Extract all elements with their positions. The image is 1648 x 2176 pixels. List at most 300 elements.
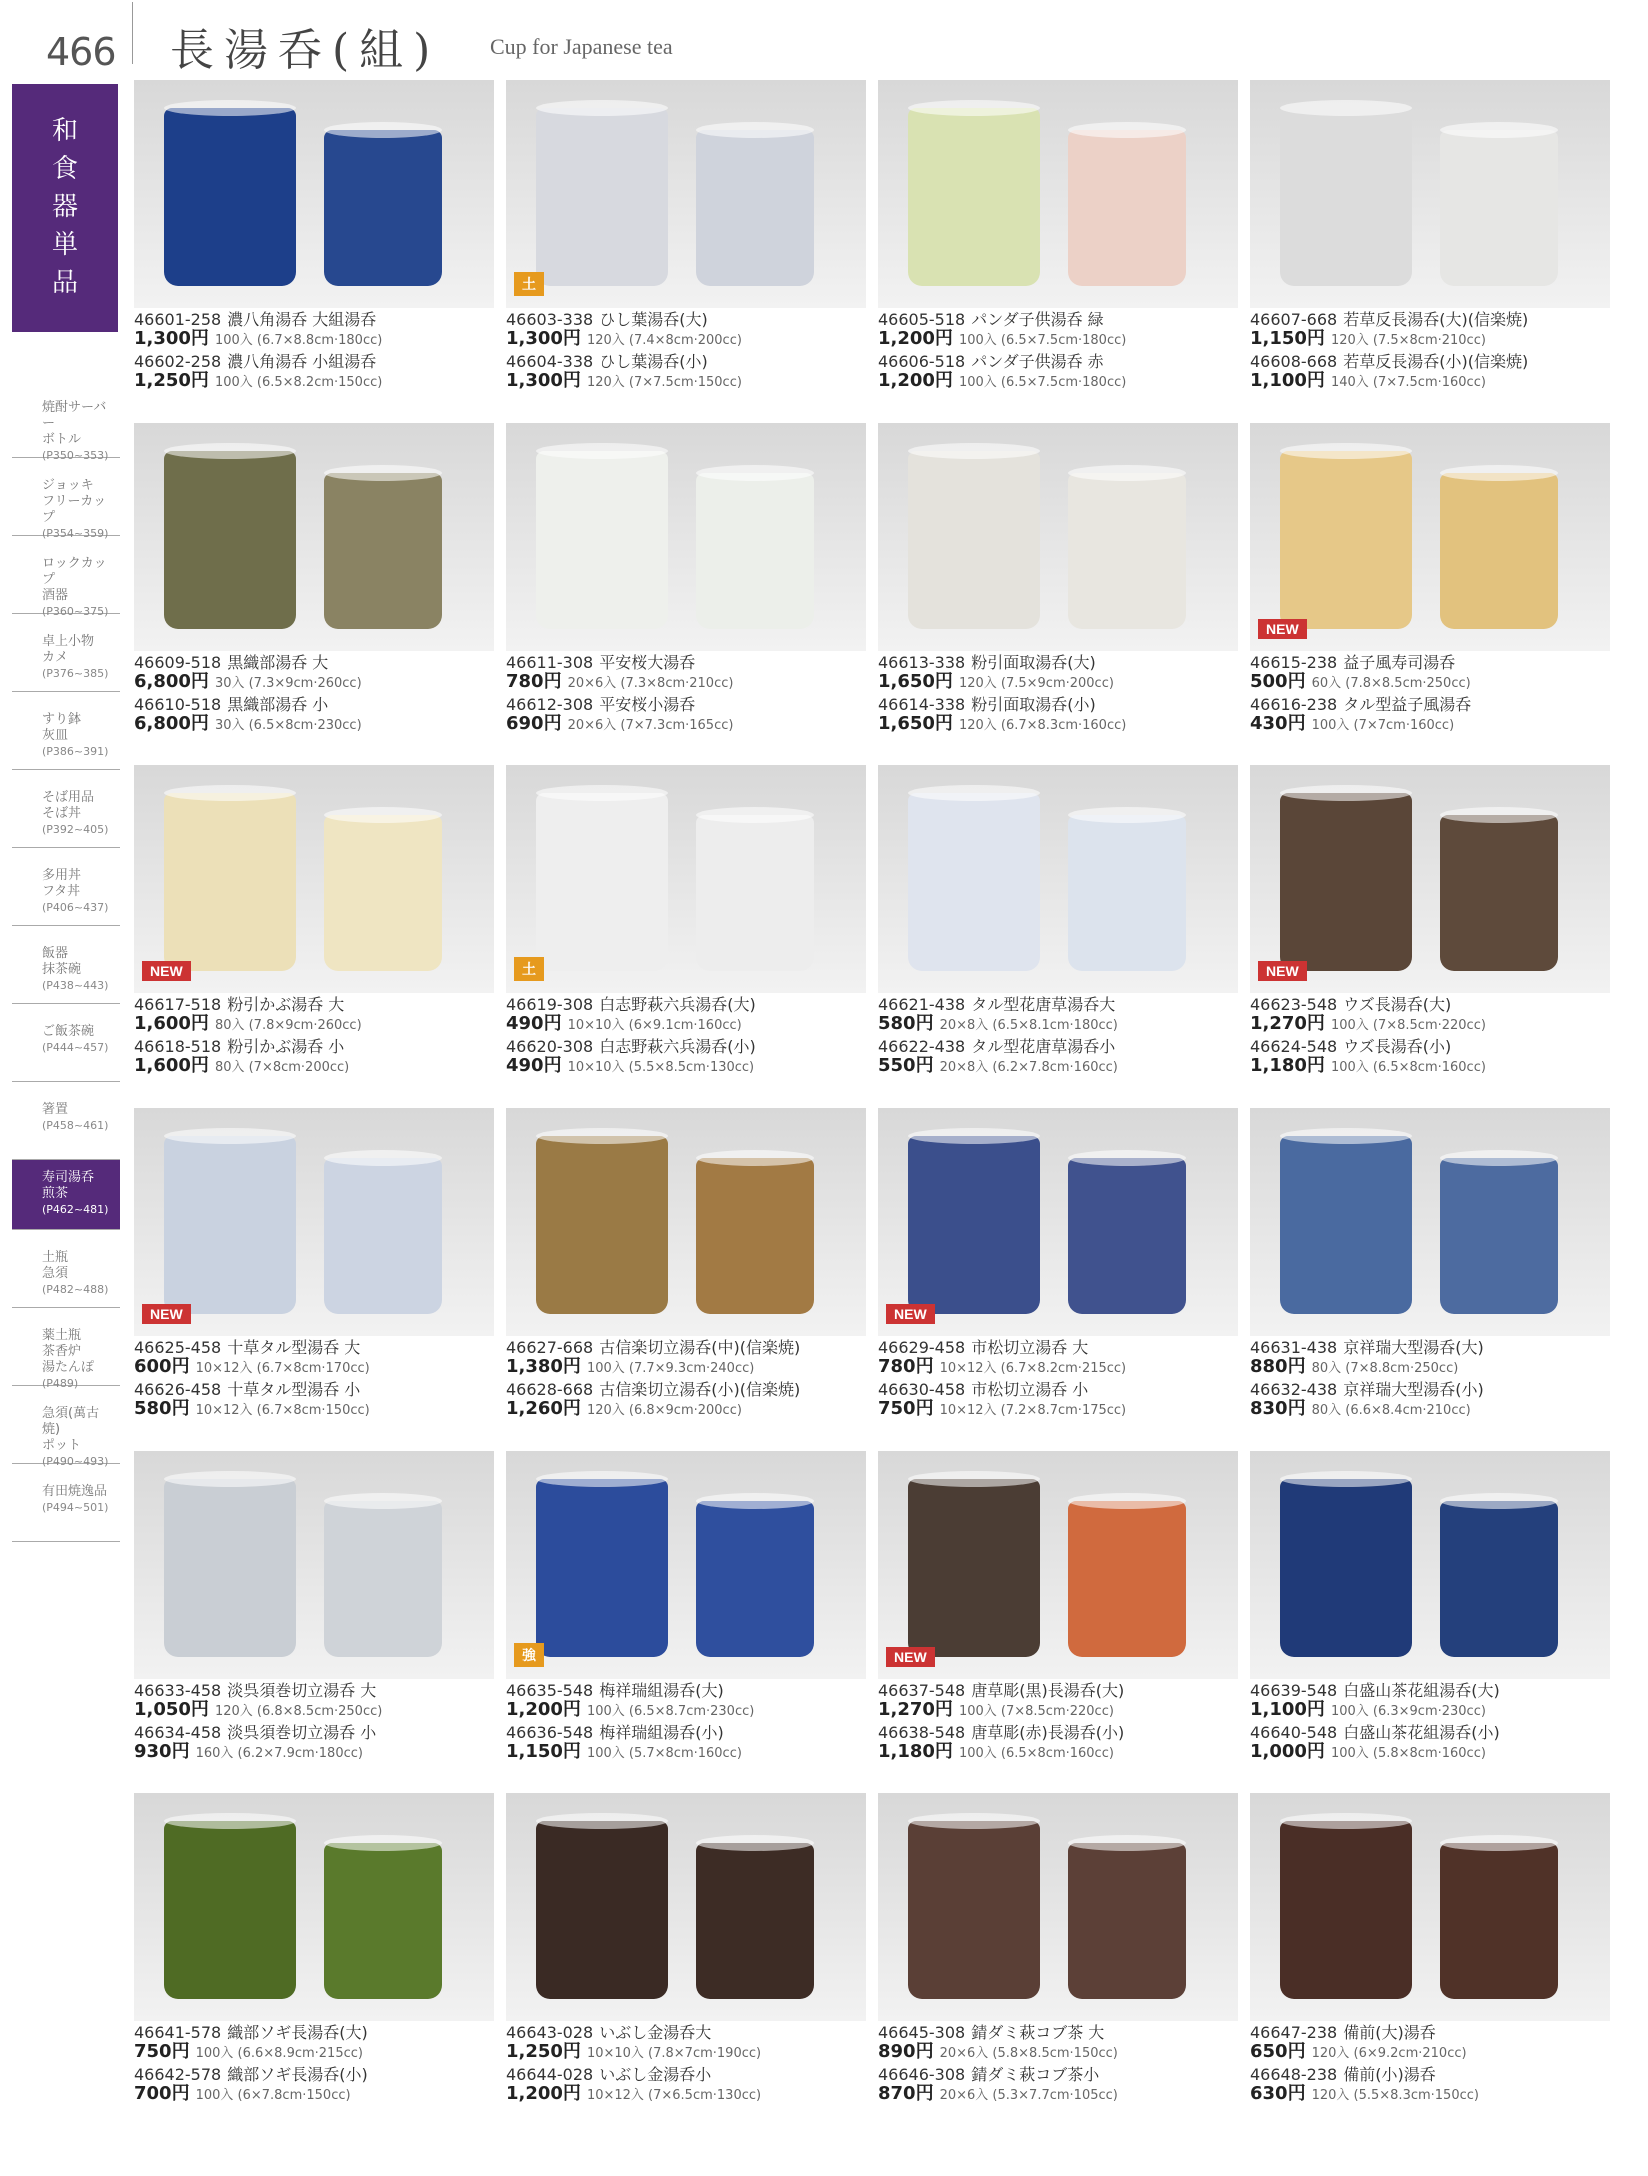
cup-large: [536, 1136, 668, 1314]
product-code: 46605-518: [878, 310, 966, 329]
product-name: 粉引かぶ湯呑 小: [227, 1037, 345, 1057]
nav-item-pages: (P438~443): [42, 979, 109, 992]
product-card[interactable]: [1250, 423, 1610, 760]
cup-small: [1440, 473, 1558, 629]
cup-large: [1280, 108, 1412, 286]
product-name: いぶし金湯呑大: [599, 2023, 712, 2043]
cup-large: [164, 451, 296, 629]
product-entry: [506, 2065, 866, 2105]
product-name: 白盛山茶花組湯呑(大): [1343, 1680, 1500, 1700]
cup-large: [1280, 793, 1412, 971]
product-price: 1,650円: [878, 670, 953, 692]
nav-item-label: ロックカップ 酒器: [42, 556, 107, 603]
cup-small: [696, 473, 814, 629]
product-code: 46624-548: [1250, 1037, 1338, 1057]
product-name: ひし葉湯呑(大): [599, 310, 708, 329]
product-code: 46645-308: [878, 2023, 966, 2043]
nav-item[interactable]: [12, 1082, 120, 1160]
product-code: 46617-518: [134, 995, 222, 1015]
section-label-char: 食: [51, 154, 78, 184]
product-code: 46604-338: [506, 352, 594, 371]
nav-item-label: そば用品 そば丼: [42, 790, 95, 821]
product-card[interactable]: [506, 1451, 866, 1788]
section-label-block: [12, 84, 118, 332]
nav-item-pages: (P462~481): [42, 1203, 109, 1216]
product-name: 錆ダミ萩コブ茶 大: [971, 2023, 1105, 2043]
product-name: 若草反長湯呑(小)(信楽焼): [1343, 352, 1529, 371]
product-price: 500円: [1250, 670, 1306, 692]
product-name: 淡呉須巻切立湯呑 小: [227, 1722, 377, 1742]
product-spec: 120入 (7.5×8cm·210cc): [1330, 333, 1486, 348]
product-spec: 80入 (7×8cm·200cc): [214, 1060, 350, 1076]
product-card[interactable]: [506, 1793, 866, 2130]
cup-large: [908, 793, 1040, 971]
product-photo: [506, 765, 866, 993]
product-price: 870円: [878, 2083, 934, 2105]
product-spec: 100入 (6×7.8cm·150cc): [195, 2088, 351, 2104]
product-name: ウズ長湯呑(小): [1343, 1037, 1452, 1057]
nav-item-pages: (P386~391): [42, 745, 109, 758]
nav-item-pages: (P482~488): [42, 1283, 109, 1296]
product-entry: [506, 1681, 866, 1721]
nav-item-label: 飯器 抹茶碗: [42, 946, 82, 977]
product-price: 1,150円: [1250, 328, 1325, 349]
nav-item[interactable]: [12, 536, 120, 618]
product-photo: [506, 80, 866, 308]
cup-small: [696, 1158, 814, 1314]
product-price: 1,150円: [506, 1740, 581, 1762]
nav-item-pages: (P350~353): [42, 449, 109, 462]
product-code: 46636-548: [506, 1722, 594, 1742]
cup-small: [1068, 1501, 1186, 1657]
product-entry: [1250, 1338, 1610, 1378]
product-entry: [134, 310, 494, 350]
product-entry: [134, 653, 494, 693]
cup-large: [164, 1821, 296, 1999]
product-name: 白志野萩六兵湯呑(大): [599, 995, 756, 1015]
product-card[interactable]: [506, 1108, 866, 1445]
product-card[interactable]: [1250, 765, 1610, 1102]
product-price: 630円: [1250, 2083, 1306, 2105]
product-entry: [878, 1380, 1238, 1420]
product-entry: [134, 1338, 494, 1378]
material-badge: 土: [514, 272, 544, 296]
product-card[interactable]: [1250, 1793, 1610, 2130]
product-name: 唐草彫(黒)長湯呑(大): [971, 1680, 1125, 1700]
nav-item-label: 急須(萬古焼) ポット: [42, 1406, 100, 1453]
product-name: 若草反長湯呑(大)(信楽焼): [1343, 310, 1529, 329]
product-name: タル型花唐草湯呑大: [971, 995, 1116, 1015]
cup-large: [164, 793, 296, 971]
nav-item-label: すり鉢 灰皿: [42, 712, 82, 743]
nav-item[interactable]: [12, 1004, 120, 1082]
product-spec: 120入 (6.8×8.5cm·250cc): [214, 1703, 383, 1719]
product-price: 750円: [134, 2041, 190, 2063]
product-spec: 120入 (6×9.2cm·210cc): [1311, 2046, 1467, 2062]
product-code: 46641-578: [134, 2023, 222, 2043]
product-entry: [506, 995, 866, 1035]
product-price: 580円: [878, 1013, 934, 1035]
section-label-char: 器: [51, 192, 78, 222]
product-entry: [878, 1681, 1238, 1721]
product-entry: [134, 695, 494, 735]
product-spec: 100入 (6.5×8cm·160cc): [1330, 1060, 1486, 1076]
product-entry: [134, 352, 494, 392]
cup-large: [908, 1479, 1040, 1657]
nav-item-label: 寿司湯呑 煎茶: [42, 1170, 95, 1201]
cup-small: [324, 815, 442, 971]
section-label-char: 単: [51, 230, 78, 260]
product-entry: [1250, 653, 1610, 693]
product-spec: 100入 (6.5×7.5cm·180cc): [958, 333, 1127, 348]
product-price: 1,600円: [134, 1055, 209, 1077]
nav-item[interactable]: [12, 1386, 120, 1468]
product-card[interactable]: [878, 1451, 1238, 1788]
product-name: 古信楽切立湯呑(小)(信楽焼): [599, 1379, 801, 1399]
product-name: タル型益子風湯呑: [1343, 694, 1472, 714]
nav-item[interactable]: [12, 770, 120, 848]
nav-item-pages: (P392~405): [42, 823, 109, 836]
product-name: 市松切立湯呑 大: [971, 1337, 1089, 1357]
nav-item-label: 多用丼 フタ丼: [42, 868, 82, 899]
product-name: ウズ長湯呑(大): [1343, 995, 1452, 1015]
cup-small: [324, 473, 442, 629]
new-badge: NEW: [886, 1304, 935, 1324]
product-code: 46602-258: [134, 352, 222, 371]
product-card[interactable]: [878, 765, 1238, 1102]
nav-item[interactable]: [12, 380, 120, 462]
product-card[interactable]: [506, 423, 866, 760]
product-spec: 100入 (7×8.5cm·220cc): [958, 1703, 1114, 1719]
nav-item[interactable]: [12, 848, 120, 926]
product-entry: [1250, 695, 1610, 735]
product-entry: [506, 352, 866, 392]
product-code: 46608-668: [1250, 352, 1338, 371]
product-entry: [1250, 2023, 1610, 2063]
product-name: パンダ子供湯呑 緑: [971, 310, 1104, 329]
product-spec: 120入 (7.4×8cm·200cc): [586, 333, 742, 348]
product-name: 梅祥瑞組湯呑(小): [599, 1722, 724, 1742]
nav-item-pages: (P490~493): [42, 1455, 109, 1468]
product-spec: 100入 (5.8×8cm·160cc): [1330, 1745, 1486, 1761]
product-price: 930円: [134, 1740, 190, 1762]
product-photo: [134, 1451, 494, 1679]
product-spec: 80入 (6.6×8.4cm·210cc): [1311, 1402, 1471, 1418]
cup-small: [324, 130, 442, 286]
cup-small: [324, 1843, 442, 1999]
product-spec: 100入 (6.7×8.8cm·180cc): [214, 333, 383, 348]
product-code: 46628-668: [506, 1379, 594, 1399]
category-nav: [12, 380, 120, 1542]
nav-item-pages: (P444~457): [42, 1041, 109, 1054]
product-card[interactable]: [878, 1108, 1238, 1445]
product-entry: [134, 1681, 494, 1721]
product-card[interactable]: [1250, 1451, 1610, 1788]
product-card[interactable]: [134, 1108, 494, 1445]
nav-item[interactable]: [12, 458, 120, 540]
nav-item-label: 箸置: [42, 1102, 69, 1117]
product-spec: 140入 (7×7.5cm·160cc): [1330, 375, 1486, 390]
product-name: 古信楽切立湯呑(中)(信楽焼): [599, 1337, 801, 1357]
product-card[interactable]: [506, 80, 866, 417]
product-spec: 120入 (6.7×8.3cm·160cc): [958, 717, 1127, 733]
product-price: 1,200円: [506, 2083, 581, 2105]
product-price: 1,100円: [1250, 370, 1325, 391]
product-card[interactable]: [1250, 1108, 1610, 1445]
product-code: 46619-308: [506, 995, 594, 1015]
product-name: 備前(大)湯呑: [1343, 2023, 1436, 2043]
product-photo: [506, 1108, 866, 1336]
product-spec: 120入 (6.8×9cm·200cc): [586, 1402, 742, 1418]
nav-item-pages: (P406~437): [42, 901, 109, 914]
product-spec: 100入 (7.7×9.3cm·240cc): [586, 1360, 755, 1376]
product-card[interactable]: [1250, 80, 1610, 417]
product-entry: [506, 1380, 866, 1420]
cup-small: [1068, 130, 1186, 286]
product-price: 1,300円: [134, 328, 209, 349]
product-card[interactable]: [134, 1793, 494, 2130]
product-entry: [878, 352, 1238, 392]
product-spec: 10×10入 (5.5×8.5cm·130cc): [567, 1060, 755, 1076]
product-entry: [878, 653, 1238, 693]
product-price: 580円: [134, 1397, 190, 1419]
cup-large: [1280, 451, 1412, 629]
product-price: 650円: [1250, 2041, 1306, 2063]
product-name: いぶし金湯呑小: [599, 2065, 712, 2085]
product-photo: [878, 80, 1238, 308]
product-code: 46632-438: [1250, 1379, 1338, 1399]
product-card[interactable]: [134, 423, 494, 760]
product-name: 梅祥瑞組湯呑(大): [599, 1680, 724, 1700]
product-photo: [1250, 765, 1610, 993]
product-price: 750円: [878, 1397, 934, 1419]
product-code: 46629-458: [878, 1337, 966, 1357]
product-card[interactable]: [134, 1451, 494, 1788]
cup-large: [536, 793, 668, 971]
product-spec: 100入 (6.5×8.2cm·150cc): [214, 375, 383, 390]
product-entry: [506, 1338, 866, 1378]
product-code: 46633-458: [134, 1680, 222, 1700]
product-code: 46643-028: [506, 2023, 594, 2043]
product-code: 46621-438: [878, 995, 966, 1015]
product-name: 織部ソギ長湯呑(大): [227, 2023, 368, 2043]
product-card[interactable]: [506, 765, 866, 1102]
product-photo: [506, 1451, 866, 1679]
product-card[interactable]: [134, 765, 494, 1102]
product-entry: [1250, 1380, 1610, 1420]
product-price: 1,200円: [878, 370, 953, 391]
product-photo: [1250, 423, 1610, 651]
product-name: 粉引かぶ湯呑 大: [227, 995, 345, 1015]
product-price: 780円: [878, 1355, 934, 1377]
product-entry: [878, 1338, 1238, 1378]
product-code: 46622-438: [878, 1037, 966, 1057]
product-code: 46648-238: [1250, 2065, 1338, 2085]
product-code: 46609-518: [134, 652, 222, 672]
product-card[interactable]: [878, 80, 1238, 417]
product-spec: 20×8入 (6.5×8.1cm·180cc): [939, 1018, 1118, 1034]
product-card[interactable]: [878, 1793, 1238, 2130]
product-price: 600円: [134, 1355, 190, 1377]
product-spec: 10×12入 (7×6.5cm·130cc): [586, 2088, 762, 2104]
cup-large: [1280, 1479, 1412, 1657]
product-spec: 100入 (6.3×9cm·230cc): [1330, 1703, 1486, 1719]
product-code: 46620-308: [506, 1037, 594, 1057]
product-photo: [878, 1451, 1238, 1679]
new-badge: NEW: [142, 961, 191, 981]
product-code: 46630-458: [878, 1379, 966, 1399]
product-spec: 60入 (7.8×8.5cm·250cc): [1311, 675, 1471, 691]
product-spec: 100入 (7×7cm·160cc): [1311, 717, 1455, 733]
product-card[interactable]: [878, 423, 1238, 760]
product-name: 粉引面取湯呑(大): [971, 652, 1096, 672]
nav-item[interactable]: [12, 614, 120, 692]
product-spec: 160入 (6.2×7.9cm·180cc): [195, 1745, 363, 1761]
cup-small: [1440, 1158, 1558, 1314]
product-name: 錆ダミ萩コブ茶小: [971, 2065, 1100, 2085]
cup-small: [1440, 1501, 1558, 1657]
product-entry: [1250, 2065, 1610, 2105]
product-price: 1,180円: [878, 1740, 953, 1762]
product-spec: 30入 (6.5×8cm·230cc): [214, 717, 362, 733]
product-name: 京祥瑞大型湯呑(小): [1343, 1379, 1484, 1399]
product-entry: [134, 1723, 494, 1763]
product-spec: 20×8入 (6.2×7.8cm·160cc): [939, 1060, 1118, 1076]
product-code: 46623-548: [1250, 995, 1338, 1015]
product-code: 46627-668: [506, 1337, 594, 1357]
cup-small: [696, 130, 814, 286]
product-code: 46613-338: [878, 652, 966, 672]
product-entry: [1250, 352, 1610, 392]
section-label-char: 和: [51, 116, 78, 146]
product-code: 46610-518: [134, 694, 222, 714]
product-photo: [1250, 1793, 1610, 2021]
product-spec: 10×12入 (6.7×8.2cm·215cc): [939, 1360, 1127, 1376]
product-price: 700円: [134, 2083, 190, 2105]
nav-item[interactable]: [12, 1230, 120, 1308]
section-label-char: 品: [51, 268, 78, 298]
product-code: 46634-458: [134, 1722, 222, 1742]
product-entry: [506, 1037, 866, 1077]
product-code: 46639-548: [1250, 1680, 1338, 1700]
nav-item-label: ジョッキ フリーカップ: [42, 478, 107, 525]
product-spec: 20×6入 (5.3×7.7cm·105cc): [939, 2088, 1118, 2104]
product-price: 1,600円: [134, 1013, 209, 1035]
product-photo: [878, 423, 1238, 651]
product-entry: [1250, 1037, 1610, 1077]
cup-large: [536, 1479, 668, 1657]
product-code: 46646-308: [878, 2065, 966, 2085]
product-code: 46637-548: [878, 1680, 966, 1700]
product-price: 6,800円: [134, 712, 209, 734]
nav-item-pages: (P360~375): [42, 605, 109, 618]
product-price: 1,250円: [134, 370, 209, 391]
product-photo: [134, 423, 494, 651]
product-entry: [878, 995, 1238, 1035]
product-price: 1,050円: [134, 1698, 209, 1720]
product-entry: [878, 1723, 1238, 1763]
product-price: 880円: [1250, 1355, 1306, 1377]
material-badge: 強: [514, 1643, 544, 1667]
nav-item-label: ご飯茶碗: [42, 1024, 95, 1039]
product-entry: [134, 2023, 494, 2063]
product-entry: [878, 310, 1238, 350]
cup-small: [696, 1501, 814, 1657]
cup-small: [1068, 1158, 1186, 1314]
product-name: 市松切立湯呑 小: [971, 1379, 1089, 1399]
product-code: 46631-438: [1250, 1337, 1338, 1357]
product-entry: [506, 695, 866, 735]
nav-item[interactable]: [12, 692, 120, 770]
nav-item-label: 焼酎サーバー ボトル: [42, 400, 107, 447]
product-spec: 10×12入 (6.7×8cm·170cc): [195, 1360, 370, 1376]
product-spec: 20×6入 (7.3×8cm·210cc): [567, 675, 734, 691]
product-spec: 120入 (7×7.5cm·150cc): [586, 375, 742, 390]
product-code: 46647-238: [1250, 2023, 1338, 2043]
product-price: 1,000円: [1250, 1740, 1325, 1762]
product-name: 十草タル型湯呑 小: [227, 1379, 361, 1399]
cup-small: [324, 1158, 442, 1314]
product-photo: [134, 1793, 494, 2021]
new-badge: NEW: [1258, 961, 1307, 981]
nav-item-label: 土瓶 急須: [42, 1250, 69, 1281]
nav-item[interactable]: [12, 1160, 120, 1230]
product-name: 黒織部湯呑 小: [227, 694, 329, 714]
cup-large: [164, 1479, 296, 1657]
product-spec: 80入 (7×8.8cm·250cc): [1311, 1360, 1459, 1376]
product-spec: 30入 (7.3×9cm·260cc): [214, 675, 362, 691]
product-card[interactable]: [134, 80, 494, 417]
product-price: 1,300円: [506, 328, 581, 349]
cup-small: [696, 815, 814, 971]
product-entry: [134, 1380, 494, 1420]
nav-item[interactable]: [12, 1464, 120, 1542]
product-code: 46606-518: [878, 352, 966, 371]
cup-small: [324, 1501, 442, 1657]
nav-item-label: 卓上小物 カメ: [42, 634, 95, 665]
product-price: 1,650円: [878, 712, 953, 734]
product-entry: [506, 653, 866, 693]
product-photo: [134, 1108, 494, 1336]
nav-item-pages: (P354~359): [42, 527, 109, 540]
nav-item[interactable]: [12, 926, 120, 1004]
product-price: 1,250円: [506, 2041, 581, 2063]
product-code: 46644-028: [506, 2065, 594, 2085]
product-photo: [134, 765, 494, 993]
cup-large: [1280, 1136, 1412, 1314]
nav-item[interactable]: [12, 1308, 120, 1390]
product-entry: [878, 2065, 1238, 2105]
product-entry: [506, 2023, 866, 2063]
product-name: パンダ子供湯呑 赤: [971, 352, 1104, 371]
product-name: 淡呉須巻切立湯呑 大: [227, 1680, 377, 1700]
product-price: 690円: [506, 712, 562, 734]
product-spec: 100入 (6.5×7.5cm·180cc): [958, 375, 1127, 390]
product-price: 430円: [1250, 712, 1306, 734]
product-code: 46612-308: [506, 694, 594, 714]
product-entry: [878, 2023, 1238, 2063]
product-name: 粉引面取湯呑(小): [971, 694, 1096, 714]
product-spec: 120入 (5.5×8.3cm·150cc): [1311, 2088, 1479, 2104]
product-price: 890円: [878, 2041, 934, 2063]
product-photo: [506, 423, 866, 651]
product-photo: [134, 80, 494, 308]
product-price: 1,200円: [506, 1698, 581, 1720]
new-badge: NEW: [1258, 619, 1307, 639]
product-grid: [134, 80, 1610, 2130]
product-spec: 100入 (6.6×8.9cm·215cc): [195, 2046, 363, 2062]
product-code: 46616-238: [1250, 694, 1338, 714]
